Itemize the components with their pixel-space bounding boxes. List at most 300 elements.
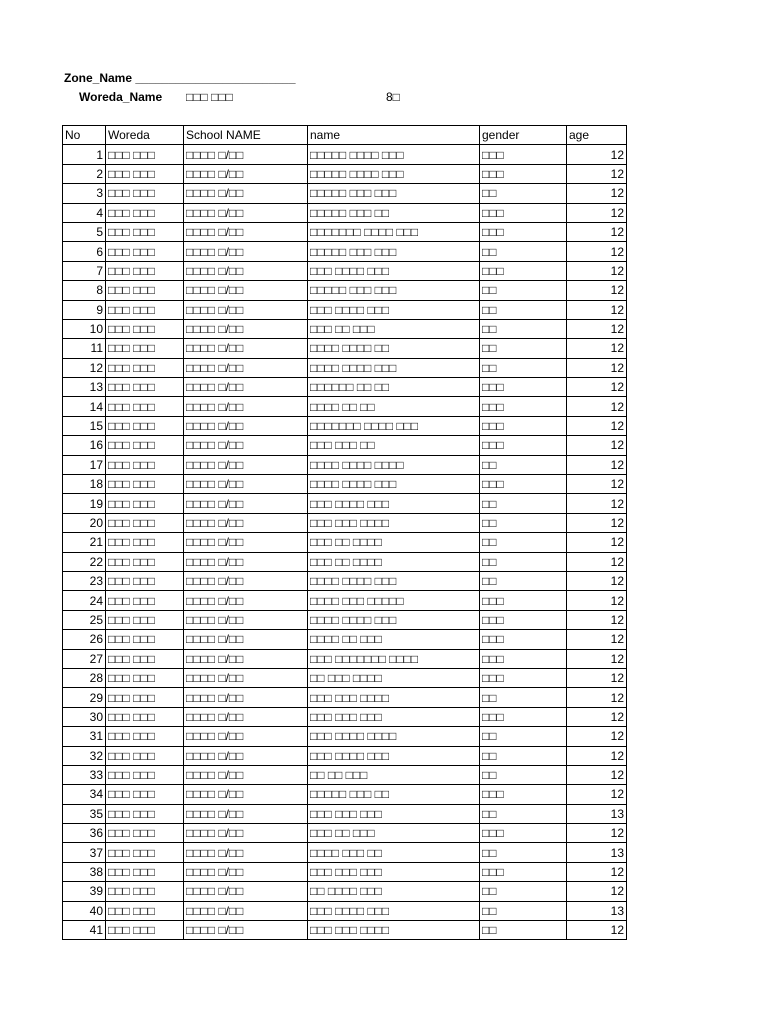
table-row [63, 727, 627, 746]
cell-woreda: □□□ □□□ [106, 843, 184, 862]
cell-age: 12 [567, 222, 627, 241]
table-row [63, 339, 627, 358]
cell-woreda: □□□ □□□ [106, 571, 184, 590]
cell-age: 12 [567, 184, 627, 203]
cell-name: □□□□ □□□□ □□□ [308, 475, 480, 494]
cell-no: 26 [63, 630, 106, 649]
cell-name: □□□□□ □□□□ □□□ [308, 145, 480, 164]
table-row [63, 862, 627, 881]
cell-school-name: □□□□ □/□□ [184, 281, 308, 300]
table-row [63, 785, 627, 804]
cell-woreda: □□□ □□□ [106, 281, 184, 300]
cell-woreda: □□□ □□□ [106, 882, 184, 901]
cell-age: 12 [567, 397, 627, 416]
cell-gender: □□ [480, 300, 567, 319]
cell-gender: □□ [480, 242, 567, 261]
table-row [63, 610, 627, 629]
cell-gender: □□□ [480, 862, 567, 881]
cell-gender: □□□ [480, 222, 567, 241]
cell-gender: □□ [480, 765, 567, 784]
cell-no: 19 [63, 494, 106, 513]
cell-woreda: □□□ □□□ [106, 319, 184, 338]
cell-no: 16 [63, 436, 106, 455]
cell-no: 20 [63, 513, 106, 532]
cell-no: 28 [63, 668, 106, 687]
cell-no: 18 [63, 475, 106, 494]
cell-name: □□□ □□□□ □□□□ [308, 727, 480, 746]
column-header-woreda: Woreda [106, 126, 184, 145]
cell-woreda: □□□ □□□ [106, 475, 184, 494]
cell-no: 2 [63, 164, 106, 183]
woreda-name-value: □□□ □□□ [186, 90, 233, 104]
cell-woreda: □□□ □□□ [106, 300, 184, 319]
cell-no: 4 [63, 203, 106, 222]
cell-school-name: □□□□ □/□□ [184, 668, 308, 687]
table-row [63, 145, 627, 164]
cell-no: 40 [63, 901, 106, 920]
cell-gender: □□ [480, 804, 567, 823]
table-row [63, 824, 627, 843]
cell-school-name: □□□□ □/□□ [184, 416, 308, 435]
table-row [63, 707, 627, 726]
cell-gender: □□ [480, 184, 567, 203]
table-row [63, 591, 627, 610]
cell-age: 12 [567, 339, 627, 358]
cell-age: 12 [567, 727, 627, 746]
cell-age: 12 [567, 571, 627, 590]
table-header-row [63, 126, 627, 145]
cell-school-name: □□□□ □/□□ [184, 203, 308, 222]
cell-age: 12 [567, 785, 627, 804]
cell-name: □□□□□□ □□ □□ [308, 378, 480, 397]
cell-age: 12 [567, 649, 627, 668]
cell-woreda: □□□ □□□ [106, 862, 184, 881]
cell-woreda: □□□ □□□ [106, 901, 184, 920]
cell-name: □□□□ □□□□ □□□ [308, 610, 480, 629]
zone-name-label: Zone_Name ________________________ [64, 71, 296, 85]
cell-age: 12 [567, 145, 627, 164]
table-row [63, 397, 627, 416]
cell-no: 31 [63, 727, 106, 746]
cell-school-name: □□□□ □/□□ [184, 707, 308, 726]
cell-name: □□□ □□□□ □□□ [308, 261, 480, 280]
table-row [63, 281, 627, 300]
cell-no: 38 [63, 862, 106, 881]
cell-age: 12 [567, 261, 627, 280]
cell-gender: □□ [480, 688, 567, 707]
cell-school-name: □□□□ □/□□ [184, 591, 308, 610]
cell-name: □□□□□ □□□ □□ [308, 785, 480, 804]
cell-school-name: □□□□ □/□□ [184, 378, 308, 397]
cell-no: 11 [63, 339, 106, 358]
cell-gender: □□ [480, 494, 567, 513]
cell-school-name: □□□□ □/□□ [184, 436, 308, 455]
cell-woreda: □□□ □□□ [106, 746, 184, 765]
woreda-name-label: Woreda_Name [79, 90, 163, 104]
cell-school-name: □□□□ □/□□ [184, 688, 308, 707]
cell-name: □□□ □□□ □□□ [308, 707, 480, 726]
table-row [63, 164, 627, 183]
cell-school-name: □□□□ □/□□ [184, 804, 308, 823]
cell-name: □□□□ □□□□ □□□□ [308, 455, 480, 474]
cell-gender: □□ [480, 319, 567, 338]
cell-age: 12 [567, 591, 627, 610]
cell-age: 12 [567, 630, 627, 649]
cell-name: □□□ □□□ □□□□ [308, 513, 480, 532]
cell-age: 12 [567, 533, 627, 552]
table-row [63, 358, 627, 377]
cell-name: □□□ □□□ □□□ [308, 804, 480, 823]
cell-school-name: □□□□ □/□□ [184, 184, 308, 203]
cell-woreda: □□□ □□□ [106, 921, 184, 940]
cell-woreda: □□□ □□□ [106, 533, 184, 552]
cell-no: 6 [63, 242, 106, 261]
table-row [63, 475, 627, 494]
cell-gender: □□□ [480, 610, 567, 629]
cell-gender: □□□ [480, 378, 567, 397]
cell-no: 10 [63, 319, 106, 338]
table-row [63, 184, 627, 203]
cell-no: 39 [63, 882, 106, 901]
table-row [63, 533, 627, 552]
cell-gender: □□ [480, 281, 567, 300]
table-row [63, 921, 627, 940]
cell-woreda: □□□ □□□ [106, 164, 184, 183]
cell-school-name: □□□□ □/□□ [184, 261, 308, 280]
column-header-name: name [308, 126, 480, 145]
table-row [63, 882, 627, 901]
cell-gender: □□□ [480, 261, 567, 280]
cell-woreda: □□□ □□□ [106, 416, 184, 435]
cell-no: 7 [63, 261, 106, 280]
cell-gender: □□□ [480, 630, 567, 649]
cell-age: 12 [567, 281, 627, 300]
cell-no: 13 [63, 378, 106, 397]
cell-name: □□□□□□□ □□□□ □□□ [308, 416, 480, 435]
cell-age: 12 [567, 378, 627, 397]
cell-school-name: □□□□ □/□□ [184, 824, 308, 843]
cell-school-name: □□□□ □/□□ [184, 494, 308, 513]
cell-gender: □□□ [480, 164, 567, 183]
cell-school-name: □□□□ □/□□ [184, 533, 308, 552]
student-table [62, 125, 627, 940]
cell-gender: □□□ [480, 145, 567, 164]
cell-no: 34 [63, 785, 106, 804]
cell-name: □□□ □□□ □□□□ [308, 688, 480, 707]
cell-woreda: □□□ □□□ [106, 649, 184, 668]
cell-name: □□□□ □□ □□ [308, 397, 480, 416]
cell-age: 12 [567, 475, 627, 494]
cell-school-name: □□□□ □/□□ [184, 843, 308, 862]
cell-no: 14 [63, 397, 106, 416]
cell-name: □□□ □□□□ □□□ [308, 494, 480, 513]
cell-woreda: □□□ □□□ [106, 785, 184, 804]
column-header-school-name: School NAME [184, 126, 308, 145]
cell-age: 12 [567, 862, 627, 881]
cell-gender: □□□ [480, 203, 567, 222]
cell-woreda: □□□ □□□ [106, 358, 184, 377]
cell-name: □□□ □□□□□□□ □□□□ [308, 649, 480, 668]
table-row [63, 416, 627, 435]
table-row [63, 513, 627, 532]
cell-school-name: □□□□ □/□□ [184, 552, 308, 571]
cell-no: 32 [63, 746, 106, 765]
cell-name: □□□ □□□□ □□□ [308, 746, 480, 765]
cell-no: 8 [63, 281, 106, 300]
table-row [63, 571, 627, 590]
cell-gender: □□□ [480, 707, 567, 726]
cell-gender: □□ [480, 746, 567, 765]
cell-name: □□□ □□ □□□ [308, 824, 480, 843]
cell-woreda: □□□ □□□ [106, 513, 184, 532]
cell-gender: □□ [480, 727, 567, 746]
cell-age: 12 [567, 242, 627, 261]
cell-name: □□ □□ □□□ [308, 765, 480, 784]
cell-woreda: □□□ □□□ [106, 203, 184, 222]
table-row [63, 436, 627, 455]
cell-age: 13 [567, 804, 627, 823]
cell-school-name: □□□□ □/□□ [184, 358, 308, 377]
cell-name: □□□ □□ □□□□ [308, 552, 480, 571]
table-row [63, 901, 627, 920]
cell-school-name: □□□□ □/□□ [184, 862, 308, 881]
table-row [63, 494, 627, 513]
cell-name: □□□ □□ □□□□ [308, 533, 480, 552]
cell-name: □□□□□ □□□ □□□ [308, 184, 480, 203]
cell-woreda: □□□ □□□ [106, 707, 184, 726]
cell-gender: □□ [480, 358, 567, 377]
cell-age: 12 [567, 455, 627, 474]
cell-gender: □□ [480, 552, 567, 571]
cell-name: □□□ □□□ □□□□ [308, 921, 480, 940]
cell-gender: □□ [480, 513, 567, 532]
cell-school-name: □□□□ □/□□ [184, 475, 308, 494]
cell-school-name: □□□□ □/□□ [184, 513, 308, 532]
cell-no: 15 [63, 416, 106, 435]
cell-woreda: □□□ □□□ [106, 591, 184, 610]
cell-school-name: □□□□ □/□□ [184, 785, 308, 804]
cell-age: 12 [567, 707, 627, 726]
cell-age: 12 [567, 746, 627, 765]
cell-age: 12 [567, 436, 627, 455]
column-header-no: No [63, 126, 106, 145]
cell-age: 12 [567, 319, 627, 338]
cell-gender: □□□ [480, 416, 567, 435]
cell-name: □□□□ □□□□ □□□ [308, 571, 480, 590]
cell-age: 12 [567, 513, 627, 532]
cell-no: 1 [63, 145, 106, 164]
column-header-age: age [567, 126, 627, 145]
cell-school-name: □□□□ □/□□ [184, 630, 308, 649]
cell-name: □□□□□ □□□ □□□ [308, 242, 480, 261]
cell-gender: □□□ [480, 475, 567, 494]
cell-gender: □□□ [480, 436, 567, 455]
cell-woreda: □□□ □□□ [106, 455, 184, 474]
cell-name: □□□□□□□ □□□□ □□□ [308, 222, 480, 241]
cell-no: 30 [63, 707, 106, 726]
cell-age: 12 [567, 688, 627, 707]
cell-age: 12 [567, 765, 627, 784]
cell-age: 12 [567, 494, 627, 513]
cell-no: 12 [63, 358, 106, 377]
cell-school-name: □□□□ □/□□ [184, 164, 308, 183]
cell-no: 22 [63, 552, 106, 571]
cell-no: 41 [63, 921, 106, 940]
cell-school-name: □□□□ □/□□ [184, 455, 308, 474]
cell-age: 12 [567, 203, 627, 222]
cell-woreda: □□□ □□□ [106, 765, 184, 784]
table-row [63, 552, 627, 571]
cell-name: □□□ □□□□ □□□ [308, 300, 480, 319]
cell-name: □□□ □□□ □□□ [308, 862, 480, 881]
cell-name: □□□□ □□□ □□□□□ [308, 591, 480, 610]
table-row [63, 649, 627, 668]
cell-gender: □□□ [480, 824, 567, 843]
cell-no: 29 [63, 688, 106, 707]
cell-name: □□□□ □□□ □□ [308, 843, 480, 862]
cell-name: □□□□□ □□□□ □□□ [308, 164, 480, 183]
cell-name: □□ □□□□ □□□ [308, 882, 480, 901]
cell-age: 12 [567, 416, 627, 435]
table-row [63, 378, 627, 397]
cell-age: 12 [567, 610, 627, 629]
cell-woreda: □□□ □□□ [106, 552, 184, 571]
table-row [63, 242, 627, 261]
cell-woreda: □□□ □□□ [106, 242, 184, 261]
cell-woreda: □□□ □□□ [106, 222, 184, 241]
cell-gender: □□ [480, 901, 567, 920]
cell-school-name: □□□□ □/□□ [184, 397, 308, 416]
cell-name: □□□□□ □□□ □□ [308, 203, 480, 222]
cell-name: □□□□ □□ □□□ [308, 630, 480, 649]
cell-name: □□□□ □□□□ □□□ [308, 358, 480, 377]
cell-school-name: □□□□ □/□□ [184, 300, 308, 319]
cell-no: 5 [63, 222, 106, 241]
cell-age: 13 [567, 901, 627, 920]
cell-no: 3 [63, 184, 106, 203]
cell-school-name: □□□□ □/□□ [184, 242, 308, 261]
table-row [63, 300, 627, 319]
cell-school-name: □□□□ □/□□ [184, 649, 308, 668]
cell-woreda: □□□ □□□ [106, 804, 184, 823]
cell-woreda: □□□ □□□ [106, 378, 184, 397]
cell-age: 12 [567, 882, 627, 901]
table-row [63, 746, 627, 765]
cell-woreda: □□□ □□□ [106, 261, 184, 280]
table-body [63, 145, 627, 940]
table-row [63, 455, 627, 474]
cell-age: 12 [567, 668, 627, 687]
table-row [63, 319, 627, 338]
cell-school-name: □□□□ □/□□ [184, 222, 308, 241]
cell-school-name: □□□□ □/□□ [184, 901, 308, 920]
table-row [63, 261, 627, 280]
grade-value: 8□ [386, 90, 400, 104]
cell-woreda: □□□ □□□ [106, 436, 184, 455]
cell-gender: □□□ [480, 668, 567, 687]
cell-school-name: □□□□ □/□□ [184, 145, 308, 164]
cell-age: 12 [567, 824, 627, 843]
table-row [63, 688, 627, 707]
cell-woreda: □□□ □□□ [106, 610, 184, 629]
cell-no: 35 [63, 804, 106, 823]
cell-name: □□□ □□ □□□ [308, 319, 480, 338]
table-row [63, 668, 627, 687]
cell-school-name: □□□□ □/□□ [184, 571, 308, 590]
cell-no: 27 [63, 649, 106, 668]
table-row [63, 222, 627, 241]
cell-school-name: □□□□ □/□□ [184, 882, 308, 901]
cell-school-name: □□□□ □/□□ [184, 610, 308, 629]
table-row [63, 765, 627, 784]
cell-age: 13 [567, 843, 627, 862]
cell-name: □□ □□□ □□□□ [308, 668, 480, 687]
table-row [63, 804, 627, 823]
table-row [63, 843, 627, 862]
cell-no: 36 [63, 824, 106, 843]
cell-gender: □□□ [480, 785, 567, 804]
cell-name: □□□ □□□ □□ [308, 436, 480, 455]
cell-school-name: □□□□ □/□□ [184, 727, 308, 746]
column-header-gender: gender [480, 126, 567, 145]
cell-gender: □□□ [480, 397, 567, 416]
table-row [63, 630, 627, 649]
table-row [63, 203, 627, 222]
cell-age: 12 [567, 358, 627, 377]
cell-woreda: □□□ □□□ [106, 397, 184, 416]
cell-woreda: □□□ □□□ [106, 824, 184, 843]
cell-gender: □□ [480, 843, 567, 862]
cell-no: 33 [63, 765, 106, 784]
cell-gender: □□ [480, 921, 567, 940]
cell-age: 12 [567, 921, 627, 940]
cell-age: 12 [567, 552, 627, 571]
cell-age: 12 [567, 300, 627, 319]
cell-woreda: □□□ □□□ [106, 339, 184, 358]
cell-gender: □□ [480, 533, 567, 552]
cell-gender: □□□ [480, 591, 567, 610]
cell-name: □□□ □□□□ □□□ [308, 901, 480, 920]
cell-woreda: □□□ □□□ [106, 668, 184, 687]
cell-school-name: □□□□ □/□□ [184, 765, 308, 784]
cell-school-name: □□□□ □/□□ [184, 339, 308, 358]
cell-school-name: □□□□ □/□□ [184, 921, 308, 940]
cell-no: 24 [63, 591, 106, 610]
cell-school-name: □□□□ □/□□ [184, 319, 308, 338]
cell-woreda: □□□ □□□ [106, 145, 184, 164]
cell-name: □□□□□ □□□ □□□ [308, 281, 480, 300]
cell-woreda: □□□ □□□ [106, 184, 184, 203]
cell-age: 12 [567, 164, 627, 183]
cell-name: □□□□ □□□□ □□ [308, 339, 480, 358]
cell-no: 21 [63, 533, 106, 552]
cell-no: 9 [63, 300, 106, 319]
cell-woreda: □□□ □□□ [106, 727, 184, 746]
cell-school-name: □□□□ □/□□ [184, 746, 308, 765]
cell-woreda: □□□ □□□ [106, 494, 184, 513]
cell-gender: □□ [480, 455, 567, 474]
cell-gender: □□□ [480, 649, 567, 668]
cell-gender: □□ [480, 339, 567, 358]
cell-no: 37 [63, 843, 106, 862]
cell-woreda: □□□ □□□ [106, 688, 184, 707]
cell-gender: □□ [480, 882, 567, 901]
cell-no: 25 [63, 610, 106, 629]
cell-gender: □□ [480, 571, 567, 590]
cell-no: 23 [63, 571, 106, 590]
cell-woreda: □□□ □□□ [106, 630, 184, 649]
cell-no: 17 [63, 455, 106, 474]
